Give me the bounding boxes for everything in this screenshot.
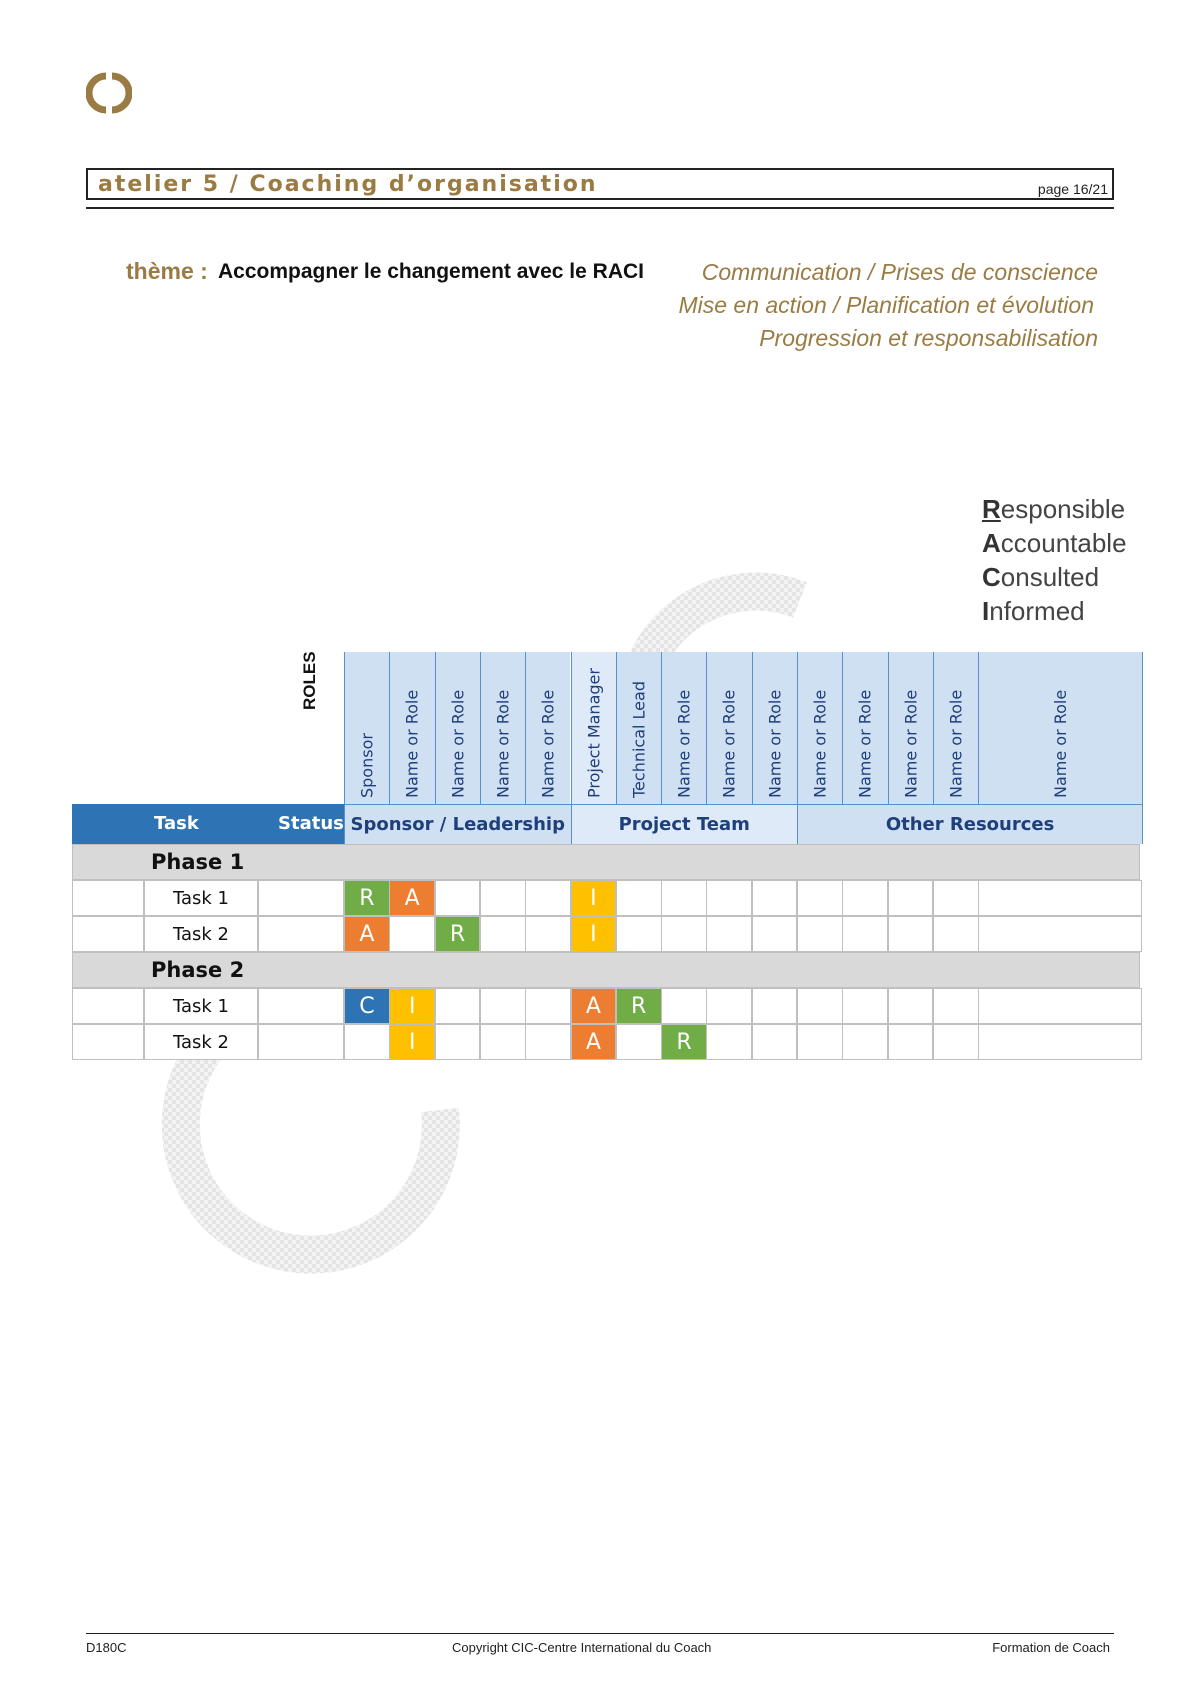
theme-keyword: Progression et responsabilisation <box>759 325 1098 351</box>
theme-keyword: Mise en action / Planification et évolution <box>678 292 1094 318</box>
empty-cell <box>616 880 662 916</box>
empty-cell <box>480 880 526 916</box>
page-number: page 16/21 <box>1037 181 1108 197</box>
empty-cell <box>933 988 979 1024</box>
empty-cell <box>480 1024 526 1060</box>
legend-item: Responsible <box>982 494 1126 524</box>
raci-cell <box>616 988 662 1024</box>
task-name: Task 2 <box>172 1032 230 1053</box>
task-header: Task <box>154 813 199 834</box>
empty-cell <box>797 916 843 952</box>
empty-cell <box>616 1024 662 1060</box>
column-header-label: Name or Role <box>493 689 513 798</box>
column-header-label: Project Manager <box>584 668 604 798</box>
row-blank-cell <box>72 1024 144 1060</box>
empty-cell <box>933 1024 979 1060</box>
column-header-label: Name or Role <box>720 689 740 798</box>
task-row <box>72 916 1140 952</box>
column-header <box>571 652 616 804</box>
status-cell <box>258 1024 344 1060</box>
table-border <box>1142 652 1143 844</box>
column-header <box>389 652 434 804</box>
column-header <box>978 652 1142 804</box>
empty-cell <box>888 1024 934 1060</box>
raci-cell <box>571 1024 617 1060</box>
empty-cell <box>842 988 888 1024</box>
raci-cell <box>389 880 435 916</box>
raci-legend <box>982 492 1127 628</box>
empty-cell <box>435 1024 481 1060</box>
empty-cell <box>752 880 798 916</box>
footer-divider <box>86 1633 1114 1634</box>
empty-cell <box>797 880 843 916</box>
footer-code: D180C <box>86 1640 127 1655</box>
role-group-header <box>571 804 798 844</box>
empty-cell <box>978 880 1142 916</box>
column-header <box>616 652 661 804</box>
theme-keywords <box>678 256 1098 355</box>
column-header <box>752 652 797 804</box>
empty-cell <box>661 916 707 952</box>
raci-cell <box>571 988 617 1024</box>
raci-cell <box>571 880 617 916</box>
empty-cell <box>344 1024 390 1060</box>
roles-label: ROLES <box>300 651 319 710</box>
task-name-cell <box>144 988 258 1024</box>
raci-letter: I <box>408 994 416 1019</box>
phase-row <box>72 844 1140 880</box>
row-blank-cell <box>72 916 144 952</box>
column-header <box>797 652 842 804</box>
empty-cell <box>978 988 1142 1024</box>
status-cell <box>258 988 344 1024</box>
status-header: Status <box>278 813 344 834</box>
empty-cell <box>480 988 526 1024</box>
raci-letter: I <box>408 1030 416 1055</box>
raci-cell <box>344 880 390 916</box>
role-group-label: Other Resources <box>885 814 1055 835</box>
empty-cell <box>435 880 481 916</box>
row-blank-cell <box>72 880 144 916</box>
task-name-cell <box>144 1024 258 1060</box>
empty-cell <box>525 988 571 1024</box>
task-row <box>72 988 1140 1024</box>
role-group-header <box>797 804 1142 844</box>
raci-letter: R <box>631 994 647 1019</box>
empty-cell <box>661 880 707 916</box>
raci-cell <box>344 916 390 952</box>
footer-copyright: Copyright CIC-Centre International du Coach <box>452 1640 712 1655</box>
empty-cell <box>888 916 934 952</box>
raci-cell <box>344 988 390 1024</box>
column-header <box>525 652 570 804</box>
column-header-label: Name or Role <box>946 689 966 798</box>
empty-cell <box>706 880 752 916</box>
empty-cell <box>842 1024 888 1060</box>
empty-cell <box>480 916 526 952</box>
task-status-header <box>72 804 344 844</box>
empty-cell <box>706 1024 752 1060</box>
raci-cell <box>389 1024 435 1060</box>
raci-cell <box>661 1024 707 1060</box>
empty-cell <box>797 1024 843 1060</box>
column-header-label: Sponsor <box>357 733 377 798</box>
empty-cell <box>842 916 888 952</box>
legend-item: Consulted <box>982 562 1100 592</box>
raci-letter: R <box>359 886 375 911</box>
empty-cell <box>978 916 1142 952</box>
raci-letter: C <box>359 994 375 1019</box>
empty-cell <box>525 1024 571 1060</box>
logo-icon <box>86 70 132 116</box>
empty-cell <box>978 1024 1142 1060</box>
empty-cell <box>888 988 934 1024</box>
row-blank-cell <box>72 988 144 1024</box>
raci-letter: R <box>676 1030 692 1055</box>
empty-cell <box>389 916 435 952</box>
phase-row <box>72 952 1140 988</box>
phase-title: Phase 2 <box>151 958 245 982</box>
theme-text: Accompagner le changement avec le RACI <box>218 260 644 283</box>
raci-letter: I <box>590 886 597 911</box>
empty-cell <box>435 988 481 1024</box>
document-title: atelier 5 / Coaching d’organisation <box>98 172 598 197</box>
status-cell <box>258 916 344 952</box>
legend-item: Accountable <box>982 528 1127 558</box>
raci-letter: I <box>590 922 597 947</box>
role-group-header <box>344 804 571 844</box>
task-name-cell <box>144 880 258 916</box>
raci-cell <box>571 916 617 952</box>
footer-formation: Formation de Coach <box>992 1640 1110 1655</box>
empty-cell <box>752 1024 798 1060</box>
empty-cell <box>525 916 571 952</box>
column-header <box>435 652 480 804</box>
phase-title: Phase 1 <box>151 850 245 874</box>
empty-cell <box>842 880 888 916</box>
legend-item: Informed <box>982 596 1085 626</box>
column-header-label: Name or Role <box>538 689 558 798</box>
empty-cell <box>797 988 843 1024</box>
column-header <box>842 652 887 804</box>
task-name: Task 1 <box>172 888 230 909</box>
column-header-label: Name or Role <box>901 689 921 798</box>
role-group-label: Project Team <box>618 814 750 835</box>
column-header <box>933 652 978 804</box>
column-header <box>706 652 751 804</box>
empty-cell <box>661 988 707 1024</box>
task-row <box>72 880 1140 916</box>
raci-cell <box>435 916 481 952</box>
column-header-label: Name or Role <box>448 689 468 798</box>
raci-letter: R <box>449 922 466 947</box>
column-header-label: Name or Role <box>855 689 875 798</box>
task-name: Task 2 <box>172 924 230 945</box>
column-header-label: Name or Role <box>402 689 422 798</box>
empty-cell <box>752 916 798 952</box>
empty-cell <box>933 916 979 952</box>
column-header-label: Name or Role <box>674 689 694 798</box>
theme-label: thème : <box>126 258 208 284</box>
raci-letter: A <box>404 886 420 911</box>
role-group-label: Sponsor / Leadership <box>350 814 565 835</box>
empty-cell <box>525 880 571 916</box>
column-header-label: Technical Lead <box>629 681 649 798</box>
task-name-cell <box>144 916 258 952</box>
empty-cell <box>933 880 979 916</box>
task-name: Task 1 <box>172 996 230 1017</box>
raci-letter: A <box>585 994 601 1019</box>
raci-letter: A <box>359 922 375 947</box>
empty-cell <box>888 880 934 916</box>
task-row <box>72 1024 1140 1060</box>
raci-letter: A <box>585 1030 601 1055</box>
theme-keyword: Communication / Prises de conscience <box>701 259 1098 285</box>
column-header-label: Name or Role <box>810 689 830 798</box>
status-cell <box>258 880 344 916</box>
empty-cell <box>616 916 662 952</box>
column-header <box>888 652 933 804</box>
column-header <box>480 652 525 804</box>
empty-cell <box>706 916 752 952</box>
raci-cell <box>389 988 435 1024</box>
empty-cell <box>706 988 752 1024</box>
column-header-label: Name or Role <box>765 689 785 798</box>
empty-cell <box>752 988 798 1024</box>
header-divider <box>86 207 1114 209</box>
column-header <box>661 652 706 804</box>
column-header <box>344 652 389 804</box>
column-header-label: Name or Role <box>1051 689 1071 798</box>
